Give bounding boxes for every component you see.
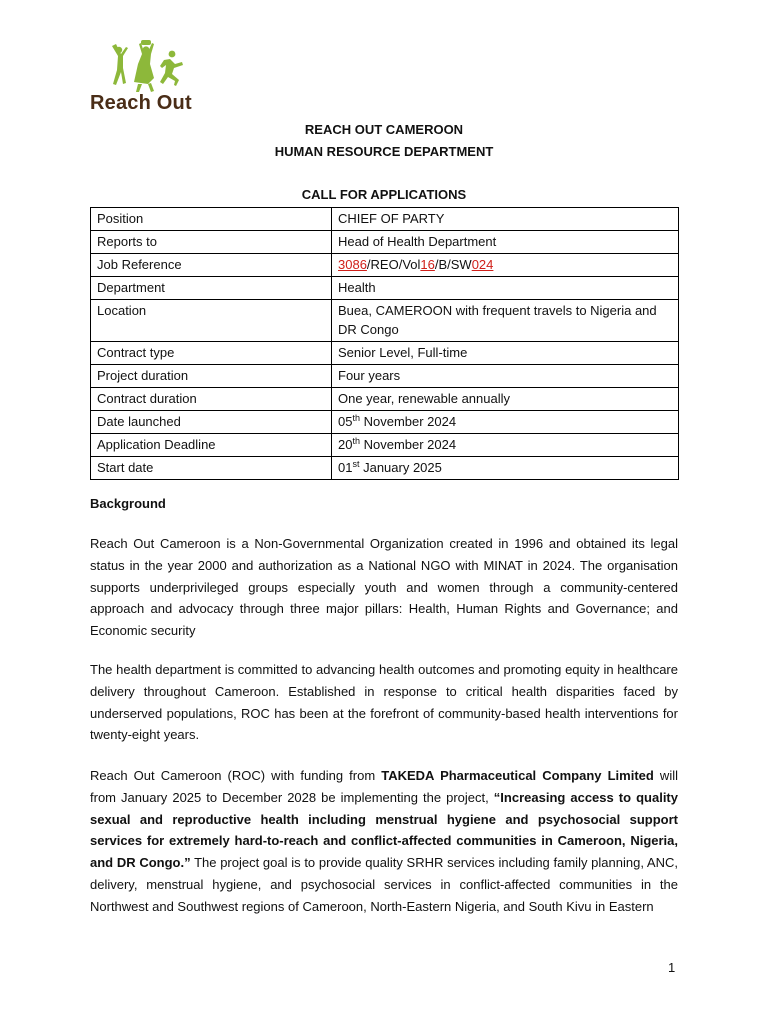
funder-name: TAKEDA Pharmaceutical Company Limited	[381, 768, 654, 783]
project-duration-label: Project duration	[91, 365, 332, 388]
date-rest: November 2024	[359, 414, 457, 429]
project-title: “Increasing access to quality sexual and reproductive health including menstrual hygiene and psychosocial support services for extremely hard-to-reach and conflict-affected communities in Cameroon, Nigeria, and DR Congo.”	[90, 789, 678, 871]
date-launched-label: Date launched	[91, 411, 332, 434]
ref-number: 3086	[338, 257, 367, 272]
start-date-label: Start date	[91, 457, 332, 480]
job-details-table	[90, 207, 679, 480]
background-paragraph-2: The health department is committed to advancing health outcomes and promoting equity in healthcare delivery throughout Cameroon. Established in response to critical health disparities faced by underserved populations, ROC has been at the forefront of community-based health interventions for twenty-eight years.	[90, 662, 678, 743]
deadline-label: Application Deadline	[91, 434, 332, 457]
department-label: Department	[91, 277, 332, 300]
date-rest: January 2025	[359, 460, 442, 475]
ref-volume: 16	[420, 257, 435, 272]
background-paragraph-1: Reach Out Cameroon is a Non-Governmental Organization created in 1996 and obtained its legal status in the year 2000 and authorization as a National NGO with MINAT in 2024. The organisation supports underprivileged groups especially youth and women through a community-centered approach and advocacy through three major pillars: Health, Human Rights and Governance; and Economic security	[90, 536, 678, 639]
date-rest: November 2024	[359, 437, 457, 452]
table-row	[91, 434, 679, 457]
page-number: 1	[668, 960, 676, 975]
date-day: 01	[338, 460, 353, 475]
call-title: CALL FOR APPLICATIONS	[301, 187, 467, 202]
para3-text: will from January 2025 to December 2028 be implementing the project,	[90, 768, 678, 805]
table-row	[91, 388, 679, 411]
table-row	[91, 342, 679, 365]
table-row	[91, 300, 679, 342]
table-row	[91, 231, 679, 254]
ref-segment: /REO/Vol	[366, 257, 421, 272]
table-row	[91, 254, 679, 277]
ref-suffix: 024	[471, 257, 494, 272]
dancing-figures-icon	[108, 40, 188, 96]
background-paragraph-3	[90, 765, 678, 918]
location-label: Location	[91, 300, 332, 342]
table-row	[91, 277, 679, 300]
department-title: HUMAN RESOURCE DEPARTMENT	[274, 144, 494, 159]
reports-to-label: Reports to	[91, 231, 332, 254]
position-label: Position	[91, 208, 332, 231]
contract-type-value: Senior Level, Full-time	[332, 342, 679, 365]
contract-duration-value: One year, renewable annually	[332, 388, 679, 411]
date-suffix: th	[352, 436, 360, 446]
para3-text: Reach Out Cameroon (ROC) with funding from	[90, 768, 382, 783]
date-suffix: st	[352, 459, 360, 469]
contract-duration-label: Contract duration	[91, 388, 332, 411]
date-suffix: th	[352, 413, 360, 423]
department-value: Health	[332, 277, 679, 300]
logo-text: Reach Out	[90, 92, 192, 114]
table-row	[91, 365, 679, 388]
date-day: 05	[338, 414, 353, 429]
para3-text: The project goal is to provide quality SRHR services including family planning, ANC, delivery, menstrual hygiene, and psychosocial services in conflict-affected communities in the Northwest and Southwest regions of Cameroon, North-Eastern Nigeria, and South Kivu in Eastern	[90, 855, 678, 914]
table-row	[91, 208, 679, 231]
contract-type-label: Contract type	[91, 342, 332, 365]
date-day: 20	[338, 437, 353, 452]
job-reference-label: Job Reference	[91, 254, 332, 277]
reports-to-value: Head of Health Department	[332, 231, 679, 254]
org-title: REACH OUT CAMEROON	[304, 122, 464, 137]
project-duration-value: Four years	[332, 365, 679, 388]
ref-segment: /B/SW	[434, 257, 472, 272]
start-date-value	[332, 457, 679, 480]
table-row	[91, 457, 679, 480]
date-launched-value	[332, 411, 679, 434]
background-heading: Background	[90, 496, 166, 511]
deadline-value	[332, 434, 679, 457]
position-value: CHIEF OF PARTY	[332, 208, 679, 231]
reach-out-logo	[90, 40, 220, 116]
table-row	[91, 411, 679, 434]
job-reference-value	[332, 254, 679, 277]
location-value: Buea, CAMEROON with frequent travels to Nigeria and DR Congo	[332, 300, 679, 342]
